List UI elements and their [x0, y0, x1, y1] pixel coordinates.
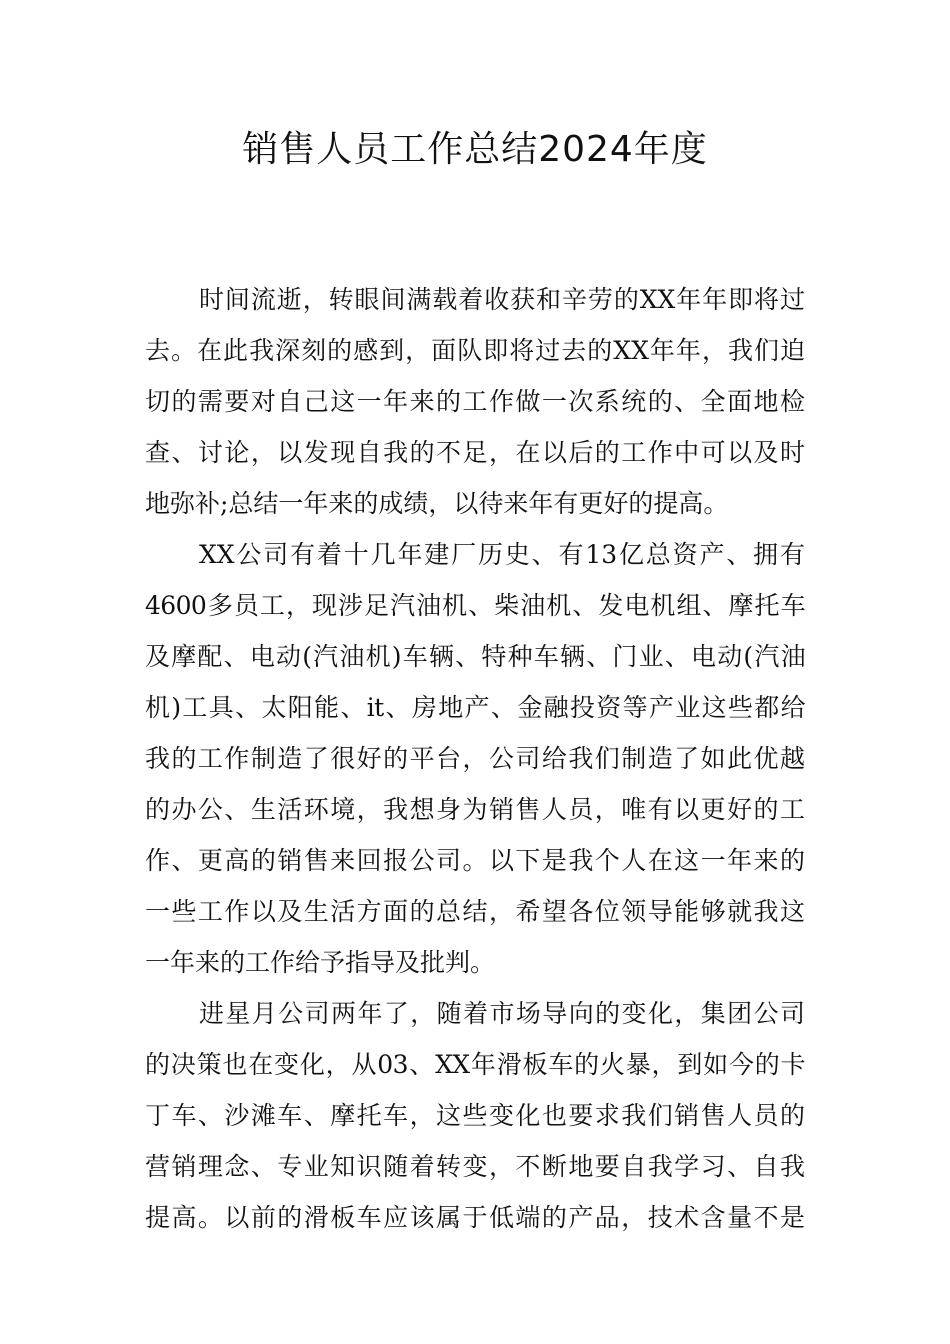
paragraph-line: 查、讨论，以发现自我的不足，在以后的工作中可以及时 — [145, 438, 805, 467]
paragraph-line: 及摩配、电动(汽油机)车辆、特种车辆、门业、电动(汽油 — [145, 642, 805, 671]
paragraph-line: 机)工具、太阳能、it、房地产、金融投资等产业这些都给 — [145, 693, 805, 722]
paragraph-2 — [145, 533, 805, 992]
paragraph-line: 4600多员工，现涉足汽油机、柴油机、发电机组、摩托车 — [145, 591, 805, 620]
paragraph-line: 去。在此我深刻的感到，面队即将过去的XX年年，我们迫 — [145, 336, 805, 365]
paragraph-line: 地弥补;总结一年来的成绩，以待来年有更好的提高。 — [145, 489, 729, 518]
paragraph-line: 时间流逝，转眼间满载着收获和辛劳的XX年年即将过 — [199, 285, 805, 314]
paragraph-line: 丁车、沙滩车、摩托车，这些变化也要求我们销售人员的 — [145, 1101, 805, 1130]
document-body — [145, 278, 805, 1247]
paragraph-1 — [145, 278, 805, 533]
paragraph-line: 作、更高的销售来回报公司。以下是我个人在这一年来的 — [145, 846, 805, 875]
paragraph-line: 的办公、生活环境，我想身为销售人员，唯有以更好的工 — [145, 795, 805, 824]
paragraph-line: 进星月公司两年了，随着市场导向的变化，集团公司 — [199, 999, 805, 1028]
paragraph-line: XX公司有着十几年建厂历史、有13亿总资产、拥有 — [199, 540, 805, 569]
paragraph-line: 的决策也在变化，从03、XX年滑板车的火暴，到如今的卡 — [145, 1050, 805, 1079]
paragraph-line: 切的需要对自己这一年来的工作做一次系统的、全面地检 — [145, 387, 805, 416]
document-title: 销售人员工作总结2024年度 — [242, 129, 708, 170]
paragraph-line: 一些工作以及生活方面的总结，希望各位领导能够就我这 — [145, 897, 805, 926]
paragraph-line: 我的工作制造了很好的平台，公司给我们制造了如此优越 — [145, 744, 805, 773]
paragraph-line: 营销理念、专业知识随着转变，不断地要自我学习、自我 — [145, 1152, 805, 1181]
paragraph-3 — [145, 992, 805, 1247]
paragraph-line: 提高。以前的滑板车应该属于低端的产品，技术含量不是 — [145, 1203, 805, 1232]
paragraph-line: 一年来的工作给予指导及批判。 — [145, 948, 496, 977]
